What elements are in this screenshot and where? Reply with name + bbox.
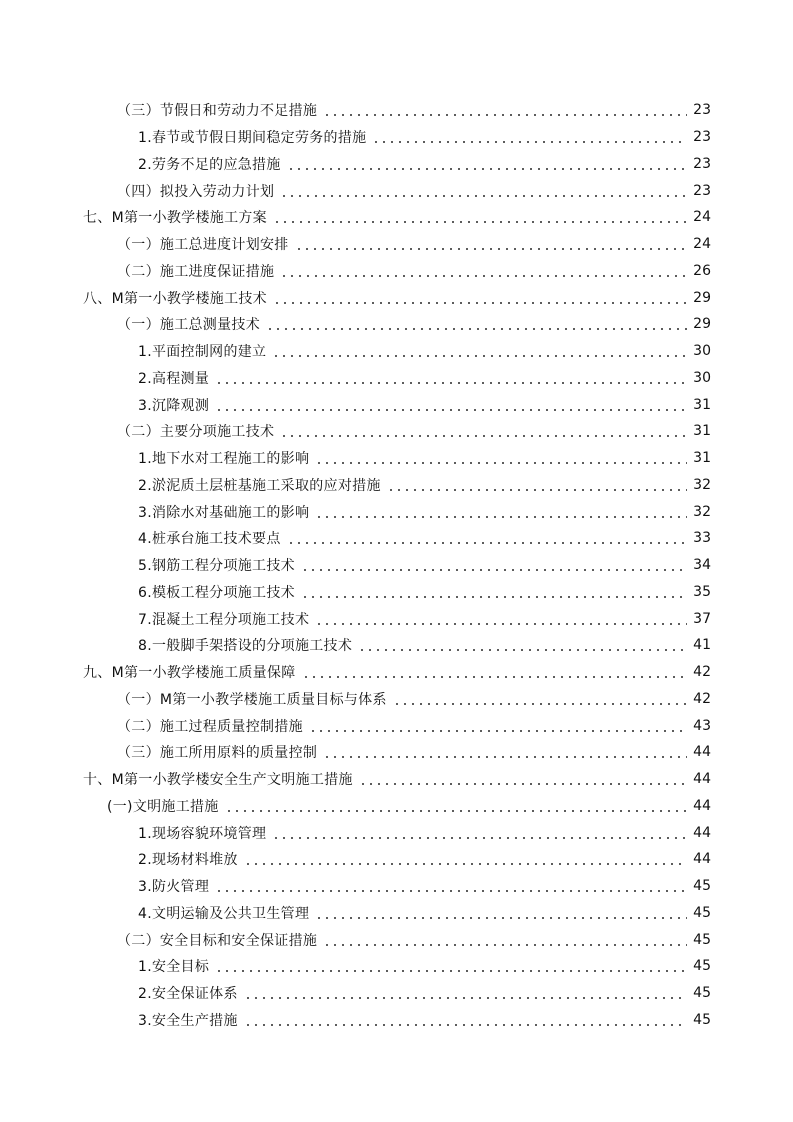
dot-leader xyxy=(225,799,687,813)
table-of-contents xyxy=(0,97,793,1033)
toc-entry-page-number: 45 xyxy=(693,1011,711,1028)
toc-entry-page-number: 45 xyxy=(693,985,711,1002)
toc-entry[interactable] xyxy=(0,605,793,632)
toc-entry-page-number: 24 xyxy=(693,209,711,226)
toc-entry-title: 1.地下水对工程施工的影响 xyxy=(138,451,310,468)
dot-leader xyxy=(309,719,687,733)
toc-entry-page-number: 44 xyxy=(693,824,711,841)
dot-leader xyxy=(387,478,687,492)
toc-entry-title: 八、M第一小教学楼施工技术 xyxy=(83,290,267,307)
toc-entry-page-number: 23 xyxy=(693,182,711,199)
dot-leader xyxy=(323,933,687,947)
toc-entry-page-number: 37 xyxy=(693,610,711,627)
toc-entry[interactable] xyxy=(0,766,793,793)
toc-entry[interactable] xyxy=(0,819,793,846)
toc-entry[interactable] xyxy=(0,151,793,178)
toc-entry-page-number: 30 xyxy=(693,343,711,360)
toc-entry[interactable] xyxy=(0,498,793,525)
toc-entry-page-number: 42 xyxy=(693,664,711,681)
toc-entry-title: 七、M第一小教学楼施工方案 xyxy=(83,210,267,227)
dot-leader xyxy=(272,344,687,358)
dot-leader xyxy=(280,264,687,278)
toc-entry-title: 2.高程测量 xyxy=(138,370,210,387)
toc-entry-title: 九、M第一小教学楼施工质量保障 xyxy=(83,665,296,682)
dot-leader xyxy=(295,237,687,251)
toc-entry-title: （三）节假日和劳动力不足措施 xyxy=(117,103,318,120)
dot-leader xyxy=(302,665,687,679)
dot-leader xyxy=(215,398,687,412)
toc-entry-title: 2.安全保证体系 xyxy=(138,986,238,1003)
dot-leader xyxy=(301,585,687,599)
toc-entry-page-number: 30 xyxy=(693,369,711,386)
toc-entry-title: 3.沉降观测 xyxy=(138,397,210,414)
toc-entry-title: 1.现场容貌环境管理 xyxy=(138,825,267,842)
dot-leader xyxy=(393,692,687,706)
toc-entry-page-number: 41 xyxy=(693,637,711,654)
toc-entry[interactable] xyxy=(0,632,793,659)
toc-entry-title: 8.一般脚手架搭设的分项施工技术 xyxy=(138,638,353,655)
toc-entry-title: 2.劳务不足的应急措施 xyxy=(138,156,281,173)
toc-entry-title: 十、M第一小教学楼安全生产文明施工措施 xyxy=(83,772,353,789)
dot-leader xyxy=(287,531,687,545)
toc-entry-title: 4.文明运输及公共卫生管理 xyxy=(138,905,310,922)
toc-entry-title: （四）拟投入劳动力计划 xyxy=(117,183,275,200)
toc-entry-title: （一）施工总进度计划安排 xyxy=(117,237,289,254)
toc-entry[interactable] xyxy=(0,846,793,873)
toc-entry-page-number: 45 xyxy=(693,958,711,975)
toc-entry-page-number: 23 xyxy=(693,129,711,146)
dot-leader xyxy=(323,745,687,759)
toc-entry-page-number: 24 xyxy=(693,236,711,253)
toc-entry-title: (一)文明施工措施 xyxy=(107,798,219,815)
toc-entry[interactable] xyxy=(0,712,793,739)
toc-entry-title: 6.模板工程分项施工技术 xyxy=(138,584,295,601)
toc-entry-page-number: 31 xyxy=(693,423,711,440)
toc-entry[interactable] xyxy=(0,739,793,766)
toc-entry-page-number: 45 xyxy=(693,878,711,895)
toc-entry-page-number: 35 xyxy=(693,583,711,600)
toc-entry[interactable] xyxy=(0,124,793,151)
toc-entry-title: （一）M第一小教学楼施工质量目标与体系 xyxy=(117,691,387,708)
toc-entry[interactable] xyxy=(0,365,793,392)
toc-entry-title: 7.混凝土工程分项施工技术 xyxy=(138,611,310,628)
toc-entry-title: 1.安全目标 xyxy=(138,959,210,976)
toc-entry-title: 2.淤泥质土层桩基施工采取的应对措施 xyxy=(138,477,381,494)
toc-entry[interactable] xyxy=(0,338,793,365)
toc-entry[interactable] xyxy=(0,1007,793,1034)
toc-entry-page-number: 43 xyxy=(693,717,711,734)
toc-entry[interactable] xyxy=(0,418,793,445)
toc-entry[interactable] xyxy=(0,793,793,820)
dot-leader xyxy=(323,103,687,117)
toc-entry-page-number: 44 xyxy=(693,744,711,761)
toc-entry-title: （二）主要分项施工技术 xyxy=(117,424,275,441)
dot-leader xyxy=(272,826,687,840)
toc-entry-title: （二）施工过程质量控制措施 xyxy=(117,718,303,735)
toc-entry-title: 3.防火管理 xyxy=(138,879,210,896)
toc-entry-title: 2.现场材料堆放 xyxy=(138,852,238,869)
toc-entry-page-number: 42 xyxy=(693,690,711,707)
dot-leader xyxy=(273,291,687,305)
toc-entry-title: 5.钢筋工程分项施工技术 xyxy=(138,558,295,575)
toc-entry-page-number: 26 xyxy=(693,262,711,279)
toc-entry-title: 1.平面控制网的建立 xyxy=(138,344,267,361)
toc-entry[interactable] xyxy=(0,311,793,338)
dot-leader xyxy=(315,505,687,519)
toc-entry[interactable] xyxy=(0,953,793,980)
toc-entry[interactable] xyxy=(0,525,793,552)
toc-entry[interactable] xyxy=(0,97,793,124)
toc-entry-title: （二）安全目标和安全保证措施 xyxy=(117,932,318,949)
toc-entry-page-number: 31 xyxy=(693,450,711,467)
toc-entry[interactable] xyxy=(0,552,793,579)
toc-entry[interactable] xyxy=(0,391,793,418)
toc-entry-page-number: 23 xyxy=(693,102,711,119)
toc-entry[interactable] xyxy=(0,177,793,204)
toc-entry-title: 1.春节或节假日期间稳定劳务的措施 xyxy=(138,130,367,147)
toc-entry-page-number: 29 xyxy=(693,316,711,333)
toc-entry[interactable] xyxy=(0,659,793,686)
toc-entry-page-number: 45 xyxy=(693,904,711,921)
toc-entry-title: 3.安全生产措施 xyxy=(138,1012,238,1029)
dot-leader xyxy=(372,130,687,144)
dot-leader xyxy=(280,184,687,198)
dot-leader xyxy=(315,451,687,465)
toc-entry[interactable] xyxy=(0,204,793,231)
toc-entry-page-number: 23 xyxy=(693,155,711,172)
toc-entry[interactable] xyxy=(0,445,793,472)
dot-leader xyxy=(215,959,687,973)
dot-leader xyxy=(215,371,687,385)
toc-entry-title: （三）施工所用原料的质量控制 xyxy=(117,745,318,762)
toc-entry[interactable] xyxy=(0,926,793,953)
toc-entry-page-number: 44 xyxy=(693,797,711,814)
dot-leader xyxy=(301,558,687,572)
dot-leader xyxy=(244,986,687,1000)
toc-entry-title: 4.桩承台施工技术要点 xyxy=(138,531,281,548)
toc-entry[interactable] xyxy=(0,231,793,258)
dot-leader xyxy=(244,852,687,866)
toc-entry[interactable] xyxy=(0,980,793,1007)
toc-entry-page-number: 44 xyxy=(693,771,711,788)
toc-entry-title: （二）施工进度保证措施 xyxy=(117,263,275,280)
toc-entry-page-number: 32 xyxy=(693,476,711,493)
toc-entry-page-number: 33 xyxy=(693,530,711,547)
toc-entry[interactable] xyxy=(0,284,793,311)
dot-leader xyxy=(215,879,687,893)
dot-leader xyxy=(358,638,687,652)
toc-entry-page-number: 31 xyxy=(693,396,711,413)
dot-leader xyxy=(266,317,687,331)
dot-leader xyxy=(273,210,687,224)
dot-leader xyxy=(315,906,687,920)
toc-entry[interactable] xyxy=(0,472,793,499)
dot-leader xyxy=(315,612,687,626)
toc-entry-page-number: 44 xyxy=(693,851,711,868)
toc-entry-page-number: 45 xyxy=(693,931,711,948)
toc-entry[interactable] xyxy=(0,873,793,900)
toc-entry[interactable] xyxy=(0,258,793,285)
toc-entry-title: 3.消除水对基础施工的影响 xyxy=(138,504,310,521)
dot-leader xyxy=(280,424,687,438)
toc-entry-page-number: 29 xyxy=(693,289,711,306)
toc-entry[interactable] xyxy=(0,900,793,927)
toc-entry-page-number: 32 xyxy=(693,503,711,520)
dot-leader xyxy=(287,157,687,171)
dot-leader xyxy=(244,1013,687,1027)
toc-entry[interactable] xyxy=(0,579,793,606)
toc-entry-title: （一）施工总测量技术 xyxy=(117,317,260,334)
toc-entry-page-number: 34 xyxy=(693,557,711,574)
toc-entry[interactable] xyxy=(0,686,793,713)
dot-leader xyxy=(359,772,687,786)
